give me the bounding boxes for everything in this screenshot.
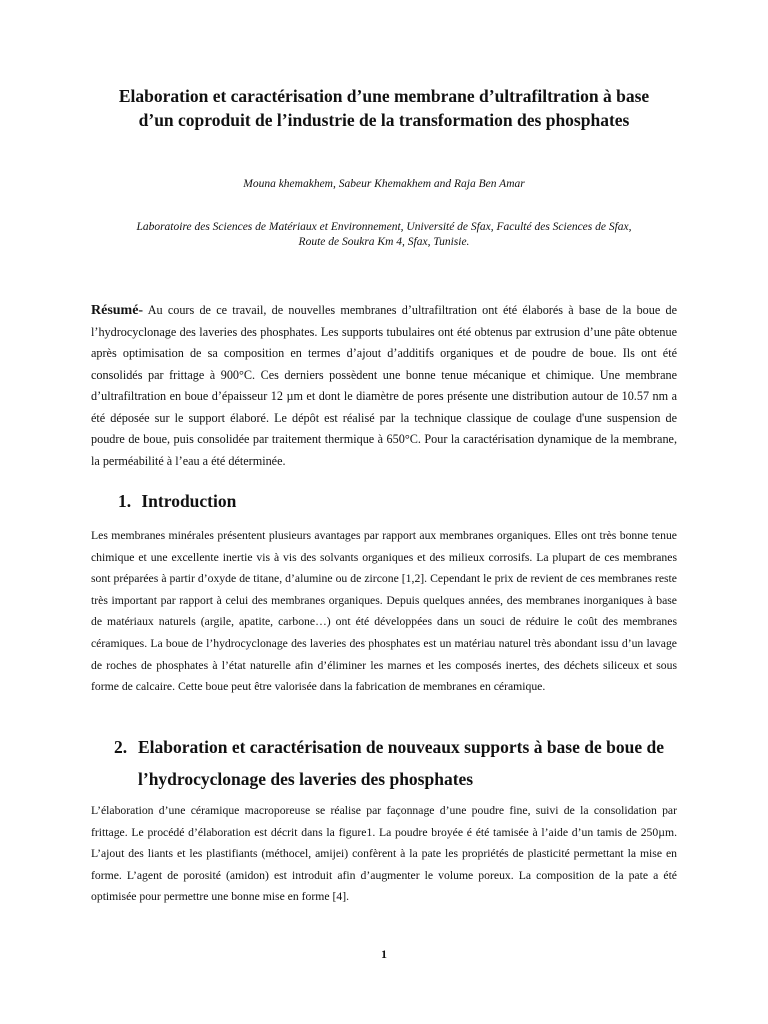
abstract xyxy=(91,300,677,472)
page-number: 1 xyxy=(381,947,387,961)
section-heading-elaboration xyxy=(114,731,679,795)
paper-title-line-1: Elaboration et caractérisation d’une membrane d’ultrafiltration à base xyxy=(118,86,650,106)
abstract-label: Résumé- xyxy=(91,303,144,318)
affiliation xyxy=(90,220,678,250)
section-title: Elaboration et caractérisation de nouveaux supports à base de boue de l’hydrocyclonage des laveries des phosphates xyxy=(138,737,664,789)
affiliation-line-1: Laboratoire des Sciences de Matériaux et Environnement, Université de Sfax, Faculté des Sciences de Sfax, xyxy=(136,221,632,233)
section-heading-introduction xyxy=(118,489,236,513)
section-title: Introduction xyxy=(141,491,237,511)
author-list: Mouna khemakhem, Sabeur Khemakhem and Raja Ben Amar xyxy=(243,178,525,190)
section-number: 1. xyxy=(118,491,132,511)
paper-title-line-2: d’un coproduit de l’industrie de la transformation des phosphates xyxy=(138,110,630,130)
section-number: 2. xyxy=(114,737,128,757)
elaboration-paragraph: L’élaboration d’une céramique macroporeuse se réalise par façonnage d’une poudre fine, suivi de la consolidation par frittage. Le procédé d’élaboration est décrit dans la figure1. La poudre broyée é été tamisée à l’aide d’un tamis de 250µm. L’ajout des liants et les plastifiants (méthocel, amijei) confèrent à la pate les propriétés de plasticité permettant la mise en forme. L’agent de porosité (amidon) est introduit afin d’augmenter le volume poreux. La composition de la pate a été optimisée pour permettre une bonne mise en forme [4]. xyxy=(91,804,677,904)
paper-title xyxy=(90,84,678,132)
affiliation-line-2: Route de Soukra Km 4, Sfax, Tunisie. xyxy=(298,236,470,248)
introduction-paragraph: Les membranes minérales présentent plusieurs avantages par rapport aux membranes organiques. Elles ont très bonne tenue chimique et une excellente inertie vis à vis des solvants organiques et des milieux corrosifs. La plupart de ces membranes sont préparées à partir d’oxyde de titane, d’alumine ou de zircone [1,2]. Cependant le prix de revient de ces membranes reste très important par rapport à celui des membranes organiques. Depuis quelques années, des membranes inorganiques à base de matériaux naturels (argile, apatite, carbone…) ont été développées dans un souci de réduire le coût des membranes céramiques. La boue de l’hydrocyclonage des laveries des phosphates est un matériau naturel très abondant issu d’un lavage de roches de phosphates à l’état naturelle afin d’éliminer les marnes et les composés inertes, des déchets siliceux et sous forme de calcaire. Cette boue peut être valorisée dans la fabrication de membranes en céramique. xyxy=(91,529,677,694)
abstract-text: Au cours de ce travail, de nouvelles membranes d’ultrafiltration ont été élaborés à base de la boue de l’hydrocyclonage des laveries des phosphates. Les supports tubulaires ont été obtenus par extrusion d’une pâte obtenue après optimisation de sa composition en termes d’ajout d’additifs organiques et de poudre de boue. Ils ont été consolidés par frittage à 900°C. Ces derniers possèdent une bonne tenue mécanique et chimique. Une membrane d’ultrafiltration en boue d’épaisseur 12 µm et dont le diamètre de pores présente une distribution autour de 10.57 nm a été déposée sur le support élaboré. Le dépôt est réalisé par la technique classique de coulage d'une suspension de poudre de boue, puis consolidée par traitement thermique à 650°C. Pour la caractérisation dynamique de la membrane, la perméabilité à l’eau a été déterminée. xyxy=(91,303,678,468)
